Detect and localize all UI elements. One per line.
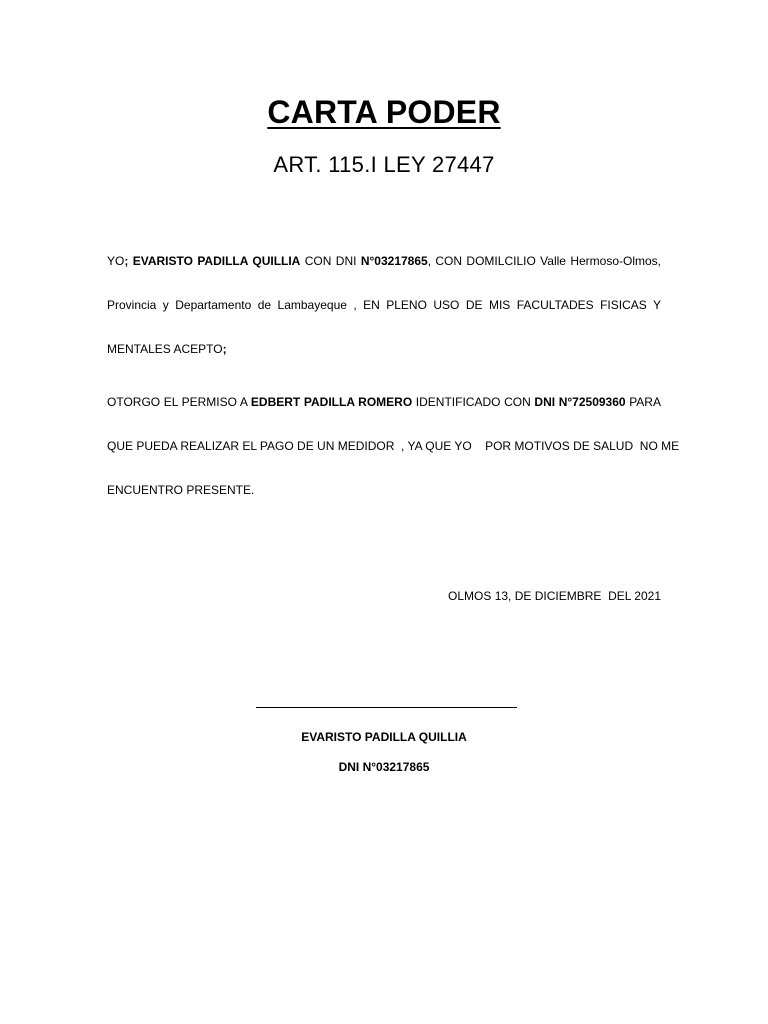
grantor-name: ; EVARISTO PADILLA QUILLIA: [124, 254, 301, 268]
text-para: PARA: [625, 395, 661, 409]
paragraph1-line3: [107, 342, 661, 356]
paragraph2-line2: QUE PUEDA REALIZAR EL PAGO DE UN MEDIDOR , YA QUE YO POR MOTIVOS DE SALUD NO ME: [107, 439, 680, 453]
grantor-dni: N°03217865: [360, 254, 428, 268]
document-subtitle: ART. 115.I LEY 27447: [273, 152, 495, 177]
paragraph1-line1: [107, 254, 661, 268]
document-title: CARTA PODER: [267, 94, 501, 130]
document-date: OLMOS 13, DE DICIEMBRE DEL 2021: [448, 589, 661, 603]
text-otorgo: OTORGO EL PERMISO A: [107, 395, 251, 409]
paragraph1-line2: Provincia y Departamento de Lambayeque , EN PLENO USO DE MIS FACULTADES FISICAS Y: [107, 298, 661, 312]
grantee-name: EDBERT PADILLA ROMERO: [250, 395, 413, 409]
text-yo: YO: [107, 254, 125, 268]
paragraph2-line1: [107, 395, 661, 409]
signature-dni: DNI N°03217865: [338, 760, 430, 774]
text-semicolon: ;: [222, 342, 227, 356]
text-mentales-acepto: MENTALES ACEPTO: [107, 342, 223, 356]
text-identificado: IDENTIFICADO CON: [412, 395, 535, 409]
signature-line: [256, 707, 517, 708]
signature-name: EVARISTO PADILLA QUILLIA: [301, 730, 467, 744]
text-con-dni: CON DNI: [300, 254, 361, 268]
text-domicilio: , CON DOMILCILIO Valle Hermoso-Olmos,: [427, 254, 662, 268]
grantee-dni: DNI N°72509360: [534, 395, 626, 409]
paragraph2-line3: ENCUENTRO PRESENTE.: [107, 483, 255, 497]
